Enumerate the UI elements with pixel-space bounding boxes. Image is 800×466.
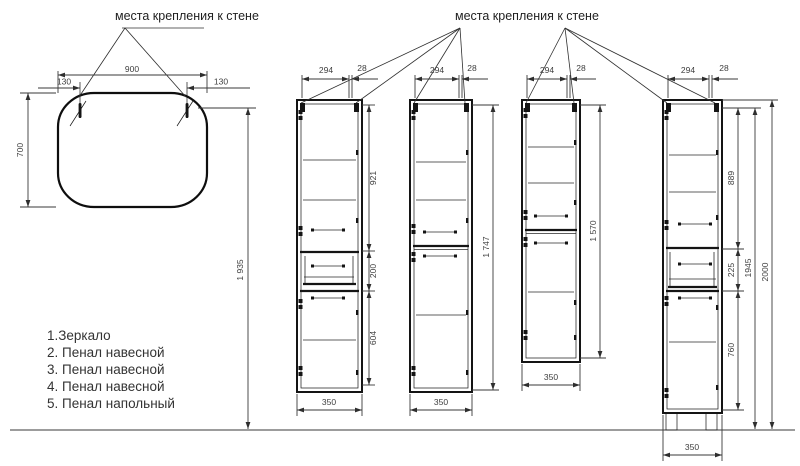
legend [47,328,175,411]
mount-bracket [572,103,577,112]
legend-item-3: 3. Пенал навесной [47,362,165,377]
leader [460,28,465,103]
dim-760-label: 760 [726,342,736,358]
dim-294-label: 294 [318,65,334,75]
dim-28-label: 28 [576,63,586,73]
dim-350-label: 350 [321,397,337,407]
dim-2000-label: 2000 [760,262,770,282]
dim-225-label: 225 [726,262,736,278]
dim-700-label: 700 [15,142,25,158]
cabinet-4 [522,63,606,391]
leader [565,28,574,103]
cabinet-3 [410,63,499,416]
mount-bracket [714,103,719,112]
leader [356,28,460,103]
dim-294-label: 294 [429,65,445,75]
leg [666,413,677,430]
dim-294-label: 294 [680,65,696,75]
mirror-leader-left [79,28,125,97]
dim-350-label: 350 [433,397,449,407]
dim-1945-label: 1945 [743,258,753,278]
cabinet-2 [297,63,378,416]
dim-889-label: 889 [726,170,736,186]
legend-item-5: 5. Пенал напольный [47,396,175,411]
legend-item-2: 2. Пенал навесной [47,345,165,360]
dim-921-label: 921 [368,170,378,186]
leader [526,28,565,103]
legend-item-4: 4. Пенал навесной [47,379,165,394]
dim-1935-label: 1 935 [235,259,245,281]
dim-200-label: 200 [368,263,378,279]
hook-tick-right [177,101,193,126]
dim-350-label: 350 [543,372,559,382]
mount-bracket [464,103,469,112]
dim-130-left-label: 130 [56,76,72,87]
cabinet-frame [663,100,722,413]
leg [706,413,717,430]
mount-label-right: места крепления к стене [455,9,599,23]
mount-bracket [354,103,359,112]
dim-1570-label: 1 570 [588,220,598,242]
cabinet-frame [297,100,362,392]
dim-604-label: 604 [368,330,378,346]
dim-130-right-label: 130 [213,76,229,87]
dim-28-label: 28 [467,63,477,73]
dim-350-label: 350 [684,442,700,452]
mirror-leader-right [125,28,186,97]
dim-294-label: 294 [539,65,555,75]
cabinet-5 [663,63,778,461]
dim-1747-label: 1 747 [481,236,491,258]
dim-28-label: 28 [357,63,367,73]
dim-900-label: 900 [124,64,140,74]
mount-label-left: места крепления к стене [115,9,259,23]
cabinet-mount-callout [301,9,715,103]
hook-tick-left [70,101,86,126]
legend-item-1: 1.Зеркало [47,328,111,343]
dim-28-label: 28 [719,63,729,73]
